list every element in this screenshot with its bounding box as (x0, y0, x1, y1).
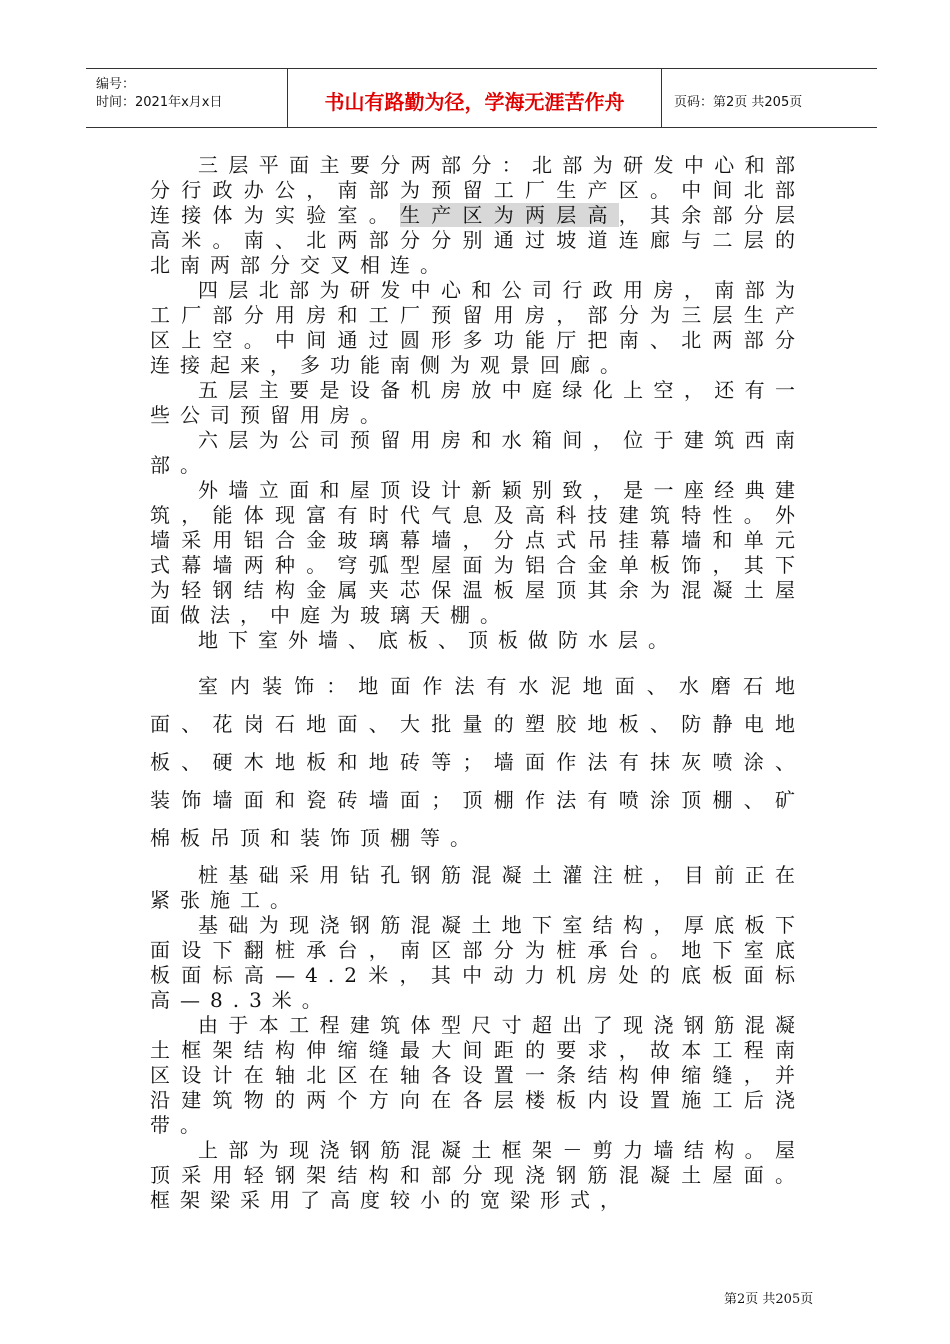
highlighted-text: 生产区为两层高 (400, 203, 619, 227)
paragraph: 基础为现浇钢筋混凝土地下室结构，厚底板下面设下翻桩承台，南区部分为桩承台。地下室底板面标高—4.2米，其中动力机房处的底板面标高—8.3米。 (150, 913, 805, 1012)
paragraph: 上部为现浇钢筋混凝土框架－剪力墙结构。屋顶采用轻钢架结构和部分现浇钢筋混凝土屋面。框架梁采用了高度较小的宽梁形式， (150, 1138, 805, 1212)
page-footer: 第2页 共205页 (724, 1292, 814, 1307)
paragraph: 室内装饰：地面作法有水泥地面、水磨石地面、花岗石地面、大批量的塑胶地板、防静电地板、硬木地板和地砖等；墙面作法有抹灰喷涂、装饰墙面和瓷砖墙面；顶棚作法有喷涂顶棚、矿棉板吊顶和装饰顶棚等。 (150, 674, 805, 850)
paragraph: 桩基础采用钻孔钢筋混凝土灌注桩，目前正在紧张施工。 (150, 863, 805, 912)
paragraph: 五层主要是设备机房放中庭绿化上空，还有一些公司预留用房。 (150, 378, 805, 427)
header-motto-cell (288, 69, 662, 127)
header-meta (86, 69, 288, 127)
motto-text: 书山有路勤为径，学海无涯苦作舟 (324, 90, 625, 114)
paragraph: 地下室外墙、底板、顶板做防水层。 (198, 628, 678, 652)
number-label: 编号： (96, 77, 136, 92)
paragraph: 六层为公司预留用房和水箱间，位于建筑西南部。 (150, 428, 805, 477)
page-label: 页码：第2页 共205页 (674, 95, 803, 110)
document-body (150, 153, 805, 1213)
paragraph: 外墙立面和屋顶设计新颖别致，是一座经典建筑，能体现富有时代气息及高科技建筑特性。外墙采用铝合金玻璃幕墙，分点式吊挂幕墙和单元式幕墙两种。穹弧型屋面为铝合金单板饰，其下为轻钢结构金属夹芯保温板屋顶其余为混凝土屋面做法，中庭为玻璃天棚。 (150, 478, 805, 627)
page-header (86, 68, 877, 128)
time-label: 时间：2021年x月x日 (96, 95, 223, 110)
paragraph (150, 153, 805, 278)
paragraph: 四层北部为研发中心和公司行政用房，南部为工厂部分用房和工厂预留用房，部分为三层生产区上空。中间通过圆形多功能厅把南、北两部分连接起来，多功能南侧为观景回廊。 (150, 278, 805, 377)
paragraph-text: 三层平面主要分两部分：北部为研发中心和部分行政办公，南部为预留工厂生产区。中间北部连接体为实验室。 (150, 153, 805, 227)
paragraph-text: ，其余部分层高米。南、北两部分分别通过坡道连廊与二层的北南两部分交叉相连。 (150, 203, 805, 277)
header-page-cell (662, 69, 877, 127)
paragraph: 由于本工程建筑体型尺寸超出了现浇钢筋混凝土框架结构伸缩缝最大间距的要求，故本工程南区设计在轴北区在轴各设置一条结构伸缩缝，并沿建筑物的两个方向在各层楼板内设置施工后浇带。 (150, 1013, 805, 1137)
